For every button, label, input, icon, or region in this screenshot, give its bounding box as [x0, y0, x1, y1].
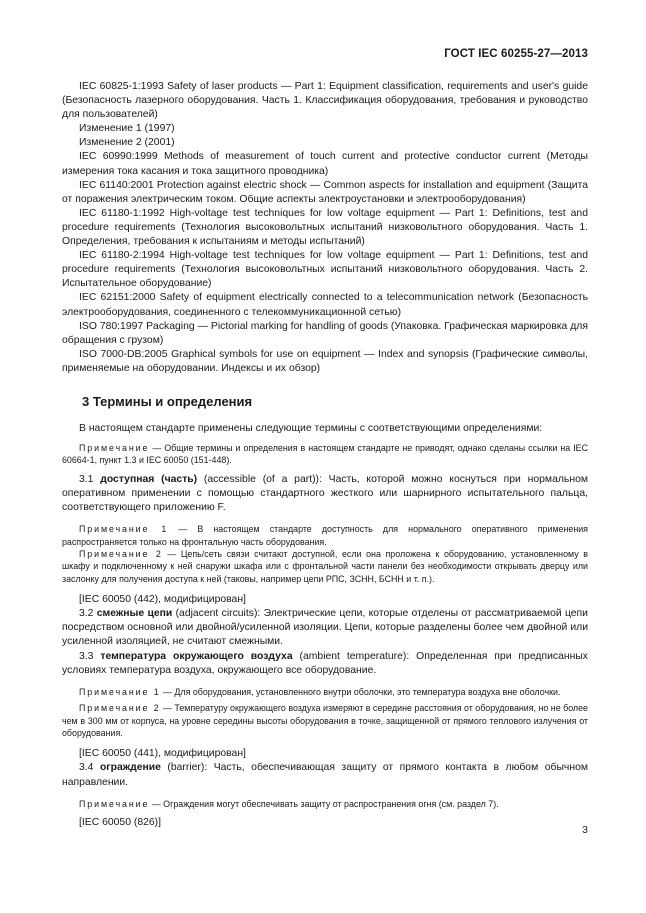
note-label: Примечание 2 — [79, 703, 161, 714]
term-name: смежные цепи — [96, 608, 173, 620]
page-content — [62, 80, 588, 830]
term-3-3 — [62, 650, 588, 678]
reference-item: ISO 7000-DB:2005 Graphical symbols for use on equipment — Index and synopsis (Графические символы, применяемые на оборудовании. Индексы и их обзор) — [62, 348, 588, 374]
term-number: 3.2 — [79, 608, 97, 620]
reference-item: Изменение 2 (2001) — [79, 137, 175, 149]
term-definition: (barrier): Часть, обеспечивающая защиту от прямого контакта в любом обычном направлении. — [62, 762, 588, 788]
term-number: 3.4 — [79, 762, 100, 774]
term-3-3-note-1 — [62, 686, 588, 698]
term-3-1-note-2 — [62, 548, 588, 585]
reference-item: IEC 61140:2001 Protection against electric shock — Common aspects for installation and equipment (Защита от поражения электрическим током. Общие аспекты электроустановки и электрооборудования) — [62, 179, 588, 205]
reference-item: IEC 62151:2000 Safety of equipment electrically connected to a telecommunication network (Безопасность электрооборудования, соединенного с телекоммуникационной сетью) — [62, 292, 588, 318]
term-name: температура окружающего воздуха — [100, 650, 293, 662]
note-label: Примечание 1 — [79, 686, 161, 697]
section-intro: В настоящем стандарте применены следующие термины с соответствующими определениями: — [79, 422, 543, 434]
term-3-4-reference: [IEC 60050 (826)] — [79, 817, 162, 829]
term-3-3-reference: [IEC 60050 (441), модифицирован] — [79, 748, 246, 760]
note-label: Примечание 1 — [79, 524, 169, 535]
reference-item: IEC 60825-1:1993 Safety of laser products — Part 1: Equipment classification, requirements and user's guide (Безопасность лазерного оборудования. Часть 1. Классификация оборудования, требования и руководство для пользователей) — [62, 81, 588, 121]
term-definition: (ambient temperature): Определенная при предписанных условиях температура воздуха, окружающего все оборудование. — [62, 650, 588, 676]
term-3-3-note-2 — [62, 702, 588, 739]
term-3-2 — [62, 607, 588, 649]
standard-id: ГОСТ IEC 60255-27—2013 — [444, 48, 588, 60]
page-number: 3 — [582, 824, 588, 836]
note-text: — В настоящем стандарте доступность для нормального оперативного применения распространяется только на фронтальную часть оборудования. — [62, 524, 588, 547]
reference-item: ISO 780:1997 Packaging — Pictorial marking for handling of goods (Упаковка. Графическая маркировка для обращения с грузом) — [62, 320, 588, 346]
term-3-4-note — [62, 798, 588, 810]
references-list — [62, 80, 588, 376]
term-definition: (adjacent circuits): Электрические цепи, которые отделены от рассматриваемой цепи посредством основной или двойной/усиленной изоляции. Цепи, которые разделены более чем двойной или усиленной изоляцией, не считают смежными. — [62, 608, 588, 648]
term-3-1-reference: [IEC 60050 (442), модифицирован] — [79, 594, 246, 606]
term-3-1-note-1 — [62, 523, 588, 548]
note-text: — Для оборудования, установленного внутри оболочки, это температура воздуха вне оболочки. — [160, 686, 561, 697]
reference-item: Изменение 1 (1997) — [79, 123, 175, 135]
term-name: ограждение — [99, 762, 161, 774]
note-text: — Температуру окружающего воздуха измеряют в середине расстояния от оборудования, но не более чем в 300 мм от корпуса, на уровне середины высоты оборудования в точке, защищенной от прямого теплового излучения от оборудования. — [62, 703, 588, 738]
note-label: Примечание — [79, 443, 150, 454]
note-label: Примечание — [79, 798, 150, 809]
term-3-4 — [62, 761, 588, 789]
note-text: — Общие термины и определения в настоящем стандарте не приводят, однако сделаны ссылки на IEC 60664-1, пункт 1.3 и IEC 60050 (151-448). — [62, 443, 588, 466]
term-number: 3.1 — [79, 473, 101, 485]
term-number: 3.3 — [79, 650, 101, 662]
term-definition: (accessible (of a part)): Часть, которой можно коснуться при нормальном оперативном применении с помощью стандартного жесткого или шарнирного испытательного пальца, соответствующего приложению F. — [62, 473, 588, 514]
general-note — [62, 442, 588, 467]
note-label: Примечание 2 — [79, 548, 163, 559]
note-text: — Цепь/сеть связи считают доступной, если она проложена к оборудованию, установленному в шкафу и подключенному к ней снаружи шкафа или с фронтальной части панели без необходимости открывать дверцу или заслонку для получения доступа к ней (таковы, например цепи РПС, ЗСНН, БСНН и т. п.). — [62, 548, 588, 584]
reference-item: IEC 60990:1999 Methods of measurement of touch current and protective conductor current (Методы измерения тока касания и тока защитного проводника) — [62, 151, 588, 177]
term-3-1 — [62, 473, 588, 515]
reference-item: IEC 61180-2:1994 High-voltage test techniques for low voltage equipment — Part 1: Definitions, test and procedure requirements (Технология высоковольтных испытаний низковольтного оборудования. Часть 2. Испытательное оборудование) — [62, 250, 588, 290]
term-name: доступная (часть) — [100, 473, 198, 485]
section-title: 3 Термины и определения — [82, 393, 253, 409]
reference-item: IEC 61180-1:1992 High-voltage test techniques for low voltage equipment — Part 1: Definitions, test and procedure requirements (Технология высоковольтных испытаний низковольтного оборудования. Часть 1. Определения, требования к испытаниям и методы испытаний) — [62, 207, 588, 248]
note-text: — Ограждения могут обеспечивать защиту от распространения огня (см. раздел 7). — [149, 798, 499, 809]
